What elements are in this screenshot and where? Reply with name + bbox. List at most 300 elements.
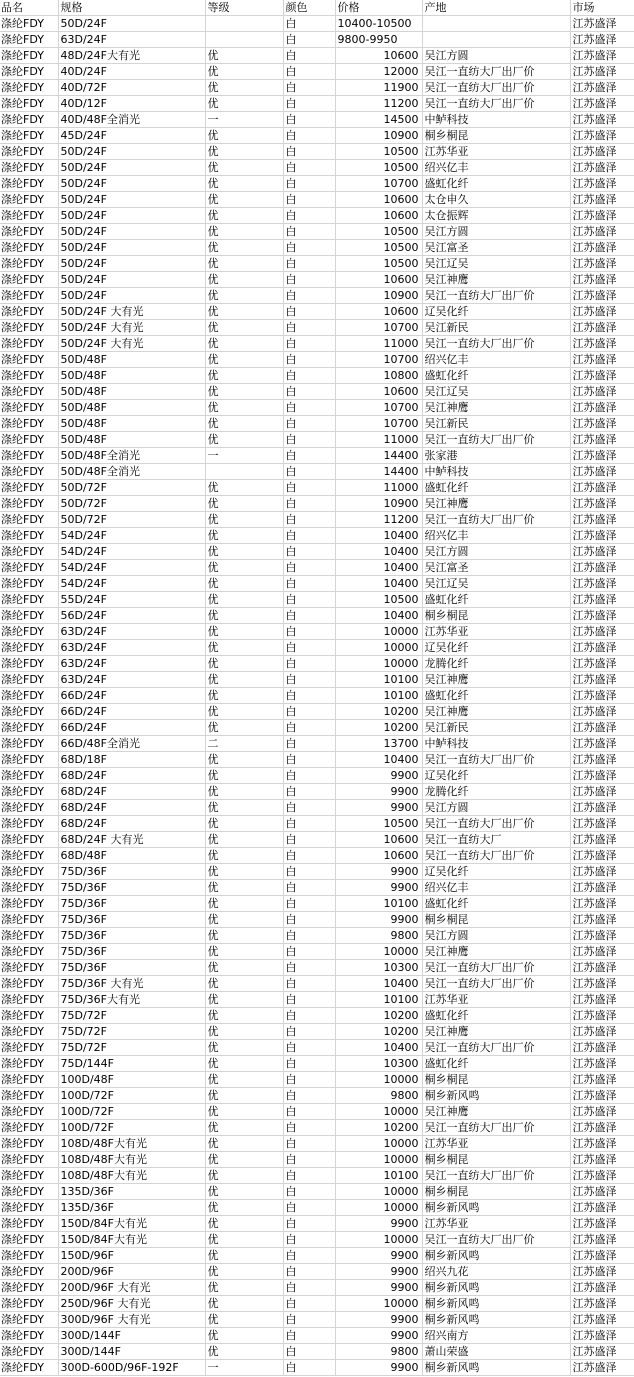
table-row (0, 224, 634, 240)
color-cell: 白 (283, 288, 335, 304)
grade-cell: 优 (205, 704, 283, 720)
grade-cell: 优 (205, 1296, 283, 1312)
product-name-cell: 涤纶FDY (0, 1312, 58, 1328)
table-row (0, 80, 634, 96)
origin-cell: 吴江方圆 (422, 800, 570, 816)
grade-cell: 优 (205, 1280, 283, 1296)
origin-cell: 吴江富圣 (422, 240, 570, 256)
origin-cell: 江苏华亚 (422, 624, 570, 640)
table-row (0, 816, 634, 832)
table-row (0, 736, 634, 752)
product-name-cell: 涤纶FDY (0, 976, 58, 992)
spec-cell: 63D/24F (58, 640, 205, 656)
origin-cell: 吴江新民 (422, 416, 570, 432)
market-cell: 江苏盛泽 (570, 1104, 634, 1120)
product-name-cell: 涤纶FDY (0, 896, 58, 912)
color-cell: 白 (283, 256, 335, 272)
color-cell: 白 (283, 544, 335, 560)
origin-cell: 吴江一直纺大厂出厂价 (422, 960, 570, 976)
origin-cell: 吴江神鹰 (422, 272, 570, 288)
color-cell: 白 (283, 384, 335, 400)
grade-cell: 优 (205, 432, 283, 448)
grade-cell: 优 (205, 80, 283, 96)
spec-cell: 135D/36F (58, 1200, 205, 1216)
market-cell: 江苏盛泽 (570, 592, 634, 608)
grade-cell: 二 (205, 736, 283, 752)
color-cell: 白 (283, 368, 335, 384)
color-cell: 白 (283, 1104, 335, 1120)
table-row (0, 1296, 634, 1312)
color-cell: 白 (283, 720, 335, 736)
color-cell: 白 (283, 128, 335, 144)
price-cell: 10700 (335, 320, 422, 336)
color-cell: 白 (283, 992, 335, 1008)
color-cell: 白 (283, 768, 335, 784)
spec-cell: 66D/24F (58, 720, 205, 736)
table-row (0, 208, 634, 224)
origin-cell: 吴江神鹰 (422, 496, 570, 512)
market-cell: 江苏盛泽 (570, 320, 634, 336)
grade-cell (205, 32, 283, 48)
origin-cell: 吴江一直纺大厂 (422, 832, 570, 848)
table-row (0, 320, 634, 336)
spec-cell: 50D/24F (58, 288, 205, 304)
color-cell: 白 (283, 1200, 335, 1216)
product-name-cell: 涤纶FDY (0, 560, 58, 576)
spec-cell: 50D/24F 大有光 (58, 336, 205, 352)
origin-cell: 吴江一直纺大厂出厂价 (422, 1168, 570, 1184)
origin-cell: 桐乡新风鸣 (422, 1248, 570, 1264)
product-name-cell: 涤纶FDY (0, 784, 58, 800)
price-cell: 10400 (335, 976, 422, 992)
market-cell: 江苏盛泽 (570, 704, 634, 720)
spec-cell: 75D/36F (58, 864, 205, 880)
market-cell: 江苏盛泽 (570, 1312, 634, 1328)
header-spec: 规格 (58, 0, 205, 16)
price-cell: 9900 (335, 1264, 422, 1280)
color-cell: 白 (283, 576, 335, 592)
product-name-cell: 涤纶FDY (0, 368, 58, 384)
market-cell: 江苏盛泽 (570, 1072, 634, 1088)
table-row (0, 432, 634, 448)
market-cell: 江苏盛泽 (570, 368, 634, 384)
spec-cell: 75D/36F (58, 928, 205, 944)
color-cell: 白 (283, 1360, 335, 1376)
color-cell: 白 (283, 688, 335, 704)
table-row (0, 416, 634, 432)
product-name-cell: 涤纶FDY (0, 1120, 58, 1136)
grade-cell: 优 (205, 528, 283, 544)
color-cell: 白 (283, 864, 335, 880)
price-cell: 11900 (335, 80, 422, 96)
market-cell: 江苏盛泽 (570, 16, 634, 32)
color-cell: 白 (283, 624, 335, 640)
origin-cell: 江苏华亚 (422, 1136, 570, 1152)
table-row (0, 640, 634, 656)
origin-cell: 桐乡桐昆 (422, 608, 570, 624)
product-name-cell: 涤纶FDY (0, 656, 58, 672)
origin-cell: 盛虹化纤 (422, 592, 570, 608)
product-name-cell: 涤纶FDY (0, 1136, 58, 1152)
price-cell: 10100 (335, 992, 422, 1008)
grade-cell: 优 (205, 1120, 283, 1136)
grade-cell: 优 (205, 1152, 283, 1168)
grade-cell: 优 (205, 560, 283, 576)
grade-cell: 优 (205, 576, 283, 592)
product-name-cell: 涤纶FDY (0, 176, 58, 192)
market-cell: 江苏盛泽 (570, 1232, 634, 1248)
grade-cell: 优 (205, 1200, 283, 1216)
grade-cell: 优 (205, 944, 283, 960)
spec-cell: 50D/48F全消光 (58, 448, 205, 464)
grade-cell: 优 (205, 592, 283, 608)
product-name-cell: 涤纶FDY (0, 192, 58, 208)
market-cell: 江苏盛泽 (570, 80, 634, 96)
product-name-cell: 涤纶FDY (0, 720, 58, 736)
color-cell: 白 (283, 1120, 335, 1136)
product-name-cell: 涤纶FDY (0, 144, 58, 160)
color-cell: 白 (283, 1296, 335, 1312)
market-cell: 江苏盛泽 (570, 656, 634, 672)
color-cell: 白 (283, 528, 335, 544)
price-cell: 10600 (335, 384, 422, 400)
origin-cell: 盛虹化纤 (422, 688, 570, 704)
price-cell: 10600 (335, 304, 422, 320)
color-cell: 白 (283, 560, 335, 576)
price-cell: 10400 (335, 752, 422, 768)
grade-cell: 优 (205, 176, 283, 192)
spec-cell: 300D/144F (58, 1328, 205, 1344)
market-cell: 江苏盛泽 (570, 784, 634, 800)
price-cell: 10400 (335, 576, 422, 592)
spec-cell: 75D/72F (58, 1024, 205, 1040)
market-cell: 江苏盛泽 (570, 960, 634, 976)
grade-cell (205, 16, 283, 32)
color-cell: 白 (283, 800, 335, 816)
spec-cell: 150D/96F (58, 1248, 205, 1264)
price-cell: 10900 (335, 496, 422, 512)
product-name-cell: 涤纶FDY (0, 336, 58, 352)
spec-cell: 75D/36F (58, 944, 205, 960)
grade-cell: 优 (205, 688, 283, 704)
price-cell: 10500 (335, 592, 422, 608)
color-cell: 白 (283, 704, 335, 720)
market-cell: 江苏盛泽 (570, 512, 634, 528)
spec-cell: 63D/24F (58, 32, 205, 48)
table-row (0, 1168, 634, 1184)
spec-cell: 40D/72F (58, 80, 205, 96)
grade-cell: 优 (205, 1216, 283, 1232)
price-cell: 10900 (335, 288, 422, 304)
price-cell: 10500 (335, 144, 422, 160)
origin-cell: 张家港 (422, 448, 570, 464)
table-row (0, 256, 634, 272)
product-name-cell: 涤纶FDY (0, 448, 58, 464)
origin-cell: 吴江新民 (422, 320, 570, 336)
grade-cell: 优 (205, 304, 283, 320)
origin-cell: 吴江神鹰 (422, 704, 570, 720)
price-cell: 10000 (335, 944, 422, 960)
table-row (0, 160, 634, 176)
table-row (0, 1136, 634, 1152)
price-cell: 10500 (335, 240, 422, 256)
header-product-name: 品名 (0, 0, 58, 16)
product-name-cell: 涤纶FDY (0, 736, 58, 752)
color-cell: 白 (283, 592, 335, 608)
table-row (0, 576, 634, 592)
product-name-cell: 涤纶FDY (0, 240, 58, 256)
market-cell: 江苏盛泽 (570, 848, 634, 864)
color-cell: 白 (283, 336, 335, 352)
market-cell: 江苏盛泽 (570, 976, 634, 992)
product-name-cell: 涤纶FDY (0, 816, 58, 832)
price-cell: 13700 (335, 736, 422, 752)
table-row (0, 496, 634, 512)
grade-cell: 优 (205, 976, 283, 992)
spec-cell: 50D/72F (58, 480, 205, 496)
spec-cell: 50D/72F (58, 512, 205, 528)
color-cell: 白 (283, 1168, 335, 1184)
spec-cell: 40D/12F (58, 96, 205, 112)
grade-cell: 优 (205, 240, 283, 256)
product-name-cell: 涤纶FDY (0, 576, 58, 592)
grade-cell: 优 (205, 640, 283, 656)
grade-cell: 优 (205, 800, 283, 816)
color-cell: 白 (283, 512, 335, 528)
color-cell: 白 (283, 1136, 335, 1152)
product-name-cell: 涤纶FDY (0, 32, 58, 48)
header-price: 价格 (335, 0, 422, 16)
color-cell: 白 (283, 448, 335, 464)
color-cell: 白 (283, 224, 335, 240)
origin-cell: 龙腾化纤 (422, 656, 570, 672)
color-cell: 白 (283, 320, 335, 336)
market-cell: 江苏盛泽 (570, 112, 634, 128)
market-cell: 江苏盛泽 (570, 896, 634, 912)
spec-cell: 50D/24F (58, 240, 205, 256)
origin-cell: 吴江辽吴 (422, 384, 570, 400)
table-row (0, 1072, 634, 1088)
product-name-cell: 涤纶FDY (0, 1216, 58, 1232)
grade-cell: 优 (205, 1264, 283, 1280)
spec-cell: 45D/24F (58, 128, 205, 144)
market-cell: 江苏盛泽 (570, 496, 634, 512)
market-cell: 江苏盛泽 (570, 432, 634, 448)
spec-cell: 56D/24F (58, 608, 205, 624)
product-name-cell: 涤纶FDY (0, 1232, 58, 1248)
product-name-cell: 涤纶FDY (0, 640, 58, 656)
grade-cell: 优 (205, 608, 283, 624)
origin-cell: 绍兴九花 (422, 1264, 570, 1280)
market-cell: 江苏盛泽 (570, 336, 634, 352)
price-cell: 14400 (335, 448, 422, 464)
grade-cell: 优 (205, 288, 283, 304)
origin-cell: 桐乡桐昆 (422, 1152, 570, 1168)
spec-cell: 75D/72F (58, 1040, 205, 1056)
market-cell: 江苏盛泽 (570, 1120, 634, 1136)
product-name-cell: 涤纶FDY (0, 1088, 58, 1104)
spec-cell: 250D/96F 大有光 (58, 1296, 205, 1312)
price-cell: 10400 (335, 544, 422, 560)
price-cell: 10400 (335, 528, 422, 544)
color-cell: 白 (283, 896, 335, 912)
spec-cell: 40D/24F (58, 64, 205, 80)
grade-cell: 优 (205, 1088, 283, 1104)
product-name-cell: 涤纶FDY (0, 1184, 58, 1200)
table-row (0, 48, 634, 64)
table-row (0, 64, 634, 80)
market-cell: 江苏盛泽 (570, 1280, 634, 1296)
price-cell: 14500 (335, 112, 422, 128)
color-cell: 白 (283, 1008, 335, 1024)
grade-cell: 优 (205, 752, 283, 768)
spec-cell: 75D/144F (58, 1056, 205, 1072)
table-row (0, 944, 634, 960)
market-cell: 江苏盛泽 (570, 576, 634, 592)
market-cell: 江苏盛泽 (570, 736, 634, 752)
price-cell: 10100 (335, 1168, 422, 1184)
grade-cell: 优 (205, 272, 283, 288)
market-cell: 江苏盛泽 (570, 128, 634, 144)
spec-cell: 108D/48F大有光 (58, 1136, 205, 1152)
color-cell: 白 (283, 640, 335, 656)
product-name-cell: 涤纶FDY (0, 16, 58, 32)
market-cell: 江苏盛泽 (570, 1152, 634, 1168)
color-cell: 白 (283, 752, 335, 768)
origin-cell: 吴江一直纺大厂出厂价 (422, 976, 570, 992)
origin-cell: 桐乡桐昆 (422, 912, 570, 928)
table-row (0, 912, 634, 928)
table-row (0, 112, 634, 128)
color-cell: 白 (283, 784, 335, 800)
origin-cell: 吴江辽吴 (422, 256, 570, 272)
spec-cell: 54D/24F (58, 544, 205, 560)
product-name-cell: 涤纶FDY (0, 1040, 58, 1056)
price-cell: 9900 (335, 864, 422, 880)
grade-cell: 优 (205, 160, 283, 176)
table-row (0, 176, 634, 192)
price-cell: 10500 (335, 224, 422, 240)
price-cell: 10100 (335, 896, 422, 912)
origin-cell: 吴江一直纺大厂出厂价 (422, 848, 570, 864)
spec-cell: 100D/72F (58, 1104, 205, 1120)
color-cell: 白 (283, 1264, 335, 1280)
price-cell: 10000 (335, 1072, 422, 1088)
color-cell: 白 (283, 144, 335, 160)
price-cell: 11000 (335, 432, 422, 448)
market-cell: 江苏盛泽 (570, 944, 634, 960)
table-row (0, 384, 634, 400)
price-cell: 10400-10500 (335, 16, 422, 32)
product-name-cell: 涤纶FDY (0, 96, 58, 112)
color-cell: 白 (283, 1088, 335, 1104)
grade-cell: 优 (205, 400, 283, 416)
price-cell: 10400 (335, 560, 422, 576)
origin-cell: 吴江新民 (422, 720, 570, 736)
product-name-cell: 涤纶FDY (0, 1072, 58, 1088)
grade-cell: 优 (205, 896, 283, 912)
table-row (0, 1248, 634, 1264)
price-cell: 10000 (335, 1232, 422, 1248)
table-row (0, 960, 634, 976)
origin-cell: 江苏华亚 (422, 1216, 570, 1232)
price-cell: 9800 (335, 1344, 422, 1360)
market-cell: 江苏盛泽 (570, 208, 634, 224)
table-row (0, 368, 634, 384)
grade-cell: 优 (205, 1328, 283, 1344)
table-row (0, 720, 634, 736)
spec-cell: 50D/24F 大有光 (58, 304, 205, 320)
spec-cell: 100D/72F (58, 1088, 205, 1104)
price-cell: 10500 (335, 816, 422, 832)
grade-cell: 优 (205, 1104, 283, 1120)
product-name-cell: 涤纶FDY (0, 320, 58, 336)
origin-cell: 辽吴化纤 (422, 864, 570, 880)
color-cell: 白 (283, 1024, 335, 1040)
market-cell: 江苏盛泽 (570, 928, 634, 944)
price-cell: 10700 (335, 352, 422, 368)
grade-cell: 优 (205, 1072, 283, 1088)
table-row (0, 32, 634, 48)
market-cell: 江苏盛泽 (570, 48, 634, 64)
price-cell: 9900 (335, 1248, 422, 1264)
price-cell: 10000 (335, 1152, 422, 1168)
market-cell: 江苏盛泽 (570, 1040, 634, 1056)
table-row (0, 656, 634, 672)
origin-cell: 桐乡新风鸣 (422, 1360, 570, 1376)
color-cell: 白 (283, 1232, 335, 1248)
grade-cell: 优 (205, 1040, 283, 1056)
product-name-cell: 涤纶FDY (0, 80, 58, 96)
price-cell: 10500 (335, 160, 422, 176)
price-cell: 9900 (335, 1280, 422, 1296)
product-name-cell: 涤纶FDY (0, 208, 58, 224)
table-row (0, 560, 634, 576)
product-name-cell: 涤纶FDY (0, 304, 58, 320)
grade-cell: 优 (205, 1008, 283, 1024)
origin-cell: 中鲈科技 (422, 736, 570, 752)
color-cell: 白 (283, 1280, 335, 1296)
origin-cell: 吴江一直纺大厂出厂价 (422, 1120, 570, 1136)
spec-cell: 50D/24F (58, 208, 205, 224)
table-row (0, 1360, 634, 1376)
table-row (0, 992, 634, 1008)
origin-cell: 吴江富圣 (422, 560, 570, 576)
price-cell: 10000 (335, 640, 422, 656)
grade-cell: 优 (205, 624, 283, 640)
price-cell: 10500 (335, 256, 422, 272)
market-cell: 江苏盛泽 (570, 96, 634, 112)
market-cell: 江苏盛泽 (570, 672, 634, 688)
product-name-cell: 涤纶FDY (0, 528, 58, 544)
product-name-cell: 涤纶FDY (0, 224, 58, 240)
spec-cell: 200D/96F (58, 1264, 205, 1280)
price-cell: 9800 (335, 928, 422, 944)
table-row (0, 544, 634, 560)
market-cell: 江苏盛泽 (570, 224, 634, 240)
table-row (0, 288, 634, 304)
color-cell: 白 (283, 832, 335, 848)
origin-cell: 吴江一直纺大厂出厂价 (422, 752, 570, 768)
grade-cell: 优 (205, 144, 283, 160)
product-name-cell: 涤纶FDY (0, 1248, 58, 1264)
market-cell: 江苏盛泽 (570, 912, 634, 928)
price-cell: 11200 (335, 512, 422, 528)
grade-cell: 优 (205, 1168, 283, 1184)
spec-cell: 40D/48F全消光 (58, 112, 205, 128)
spec-cell: 75D/72F (58, 1008, 205, 1024)
spec-cell: 75D/36F大有光 (58, 992, 205, 1008)
